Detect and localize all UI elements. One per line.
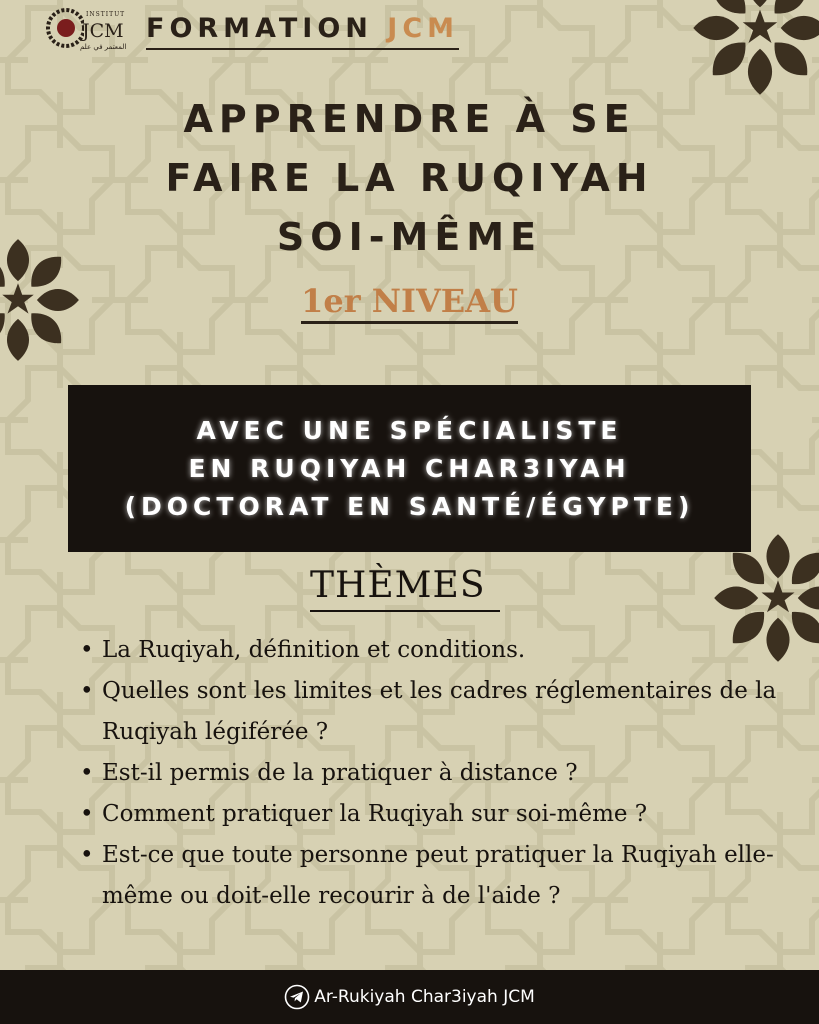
formation-header (146, 14, 459, 50)
logo-institut-text: INSTITUT (86, 11, 126, 18)
formation-brand: JCM (387, 13, 460, 44)
level-label: 1er NIVEAU (301, 282, 518, 324)
list-item: • Quelles sont les limites et les cadres réglementaires de la Ruqiyah légiférée ? (78, 671, 798, 753)
themes-list (78, 630, 798, 917)
logo-arabic-text: المعتمر في علم (80, 43, 127, 51)
page-title (0, 90, 819, 267)
list-item: • La Ruqiyah, définition et conditions. (78, 630, 798, 671)
list-item: • Est-il permis de la pratiquer à distance ? (78, 753, 798, 794)
institute-logo (44, 2, 134, 56)
title-line-1: APPRENDRE À SE (183, 97, 636, 141)
specialist-banner (68, 385, 751, 552)
footer-bar (0, 970, 819, 1024)
footer-text: Ar-Rukiyah Char3iyah JCM (314, 987, 535, 1007)
banner-line-2: EN RUQIYAH CHAR3IYAH (188, 453, 631, 483)
list-item: • Comment pratiquer la Ruqiyah sur soi-même ? (78, 794, 798, 835)
themes-heading: THÈMES (310, 562, 500, 612)
title-line-3: SOI-MÊME (276, 215, 543, 259)
level-heading (0, 282, 819, 320)
title-line-2: FAIRE LA RUQIYAH (165, 156, 654, 200)
banner-line-1: AVEC UNE SPÉCIALISTE (196, 415, 623, 445)
logo-emblem-icon (44, 4, 84, 54)
logo-name: JCM (82, 20, 124, 42)
formation-label: FORMATION (146, 13, 373, 44)
telegram-channel-link[interactable] (284, 984, 535, 1010)
banner-line-3: (DOCTORAT EN SANTÉ/ÉGYPTE) (124, 491, 695, 521)
list-item: • Est-ce que toute personne peut pratiquer la Ruqiyah elle-même ou doit-elle recourir à de l'aide ? (78, 835, 798, 917)
telegram-icon (284, 984, 310, 1010)
